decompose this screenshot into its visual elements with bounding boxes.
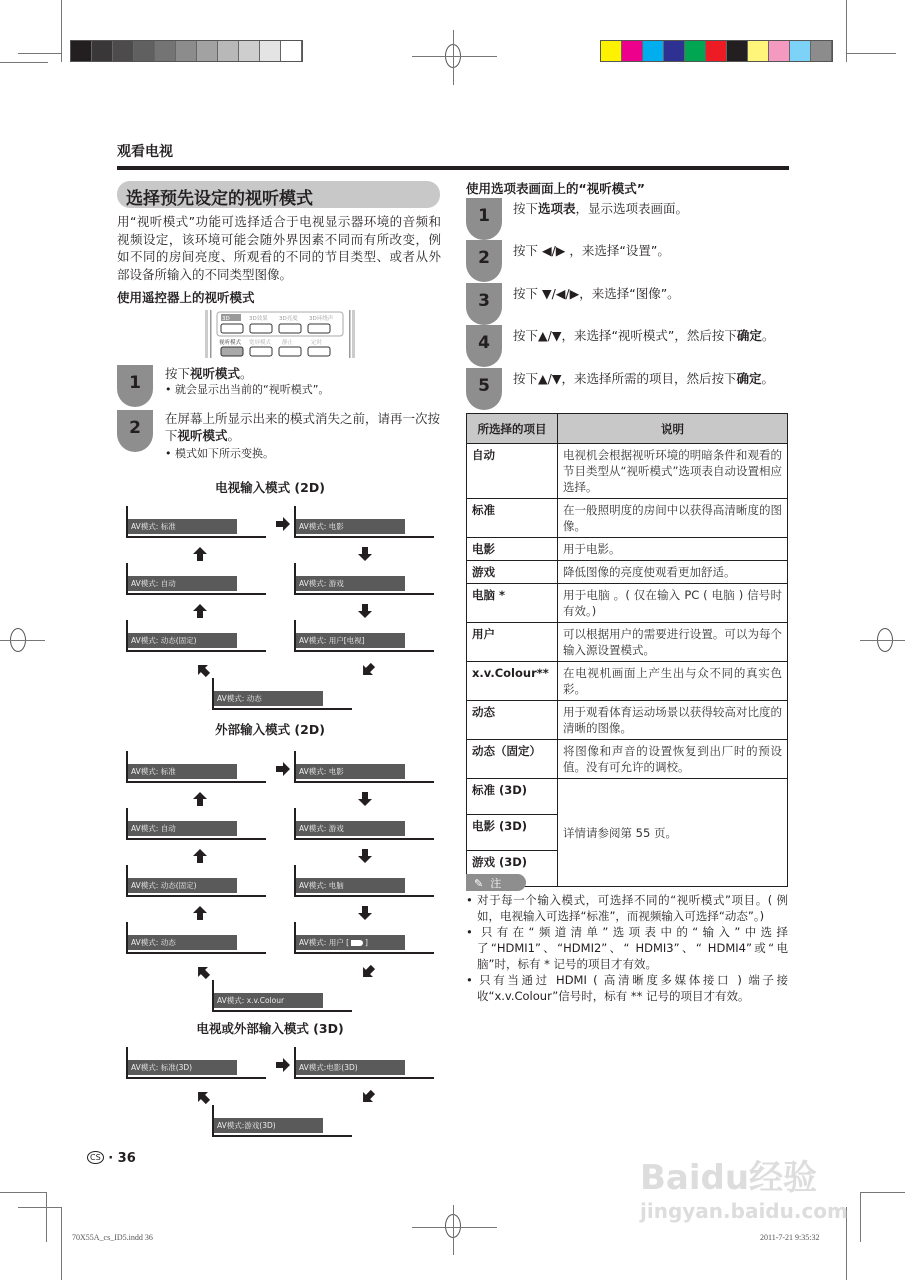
mode-name: 动态: [467, 701, 558, 740]
step-2: [165, 410, 440, 462]
registration-mark: [412, 1227, 497, 1228]
osd-screen: [126, 1047, 266, 1079]
osd-screen: [126, 563, 266, 595]
svg-text:视听模式: 视听模式: [219, 340, 242, 346]
osd-screen: [126, 620, 266, 652]
button-name: 选项表: [538, 201, 576, 216]
mode-description: 可以根据用户的需要进行设置。可以为每个输入源设置模式。: [558, 623, 788, 662]
mode-description: 详情请参阅第 55 页。: [558, 779, 788, 887]
step-badge: 1: [117, 365, 153, 407]
osd-mode-label: AV模式: 用户 [ ]: [296, 935, 405, 950]
osd-screen: [294, 922, 434, 954]
svg-text:静止: 静止: [282, 340, 294, 346]
svg-text:宽屏模式: 宽屏模式: [249, 340, 272, 346]
table-row: [467, 662, 788, 701]
arrow-icon: [360, 662, 376, 678]
arrow-icon: [195, 1089, 211, 1105]
arrow-icon: [192, 791, 208, 807]
button-name: 视听模式: [190, 366, 241, 381]
registration-mark: [0, 640, 45, 641]
step-text: 按下 ▼/◀/▶，来选择“图像”。: [513, 286, 680, 301]
color-swatch: [643, 41, 664, 61]
note-item: • 只有在“频道清单”选项表中的“输入”中选择了“HDMI1”、“HDMI2”、“ HDMI3”、“ HDMI4”或“电脑”时，标有 * 记号的项目才有效。: [466, 925, 788, 971]
osd-screen: [294, 751, 434, 783]
color-swatch: [664, 41, 685, 61]
step-text: 。: [761, 328, 775, 343]
mode-description: 在一般照明度的房间中以获得高清晰度的图像。: [558, 499, 788, 538]
mode-description: 用于观看体育运动场景以获得较高对比度的清晰的图像。: [558, 701, 788, 740]
note-label-text: 注: [490, 877, 502, 890]
osd-mode-label: AV模式:游戏(3D): [214, 1118, 323, 1133]
arrow-icon: [275, 1057, 291, 1073]
color-swatch: [601, 41, 622, 61]
watermark: [640, 1150, 848, 1223]
step-badge: 5: [466, 368, 502, 410]
color-swatch: [239, 41, 260, 61]
mode-name: 游戏 (3D): [467, 851, 558, 887]
osd-screen: [126, 808, 266, 840]
crop-mark: [18, 1207, 62, 1208]
diagram-title: 电视或外部输入模式 (3D): [196, 1021, 344, 1036]
color-swatch: [113, 41, 134, 61]
step-text: 。: [240, 366, 253, 381]
mode-description: 降低图像的亮度使观看更加舒适。: [558, 561, 788, 584]
intro-paragraph: 用“视听模式”功能可选择适合于电视显示器环境的音频和视频设定，该环境可能会随外界因素不同而有所改变，例如不同的房间亮度、所观看的不同的节目类型、或者从外部设备所输入的不同类型图像。: [117, 214, 441, 282]
step-3: [513, 285, 783, 302]
crop-mark: [18, 53, 62, 54]
step-4: [513, 327, 783, 344]
osd-screen: [212, 1105, 352, 1137]
color-bar: [600, 40, 833, 62]
note-label: [466, 874, 526, 891]
note-text: 只有当通过 HDMI ( 高清晰度多媒体接口 ) 端子接收“x.v.Colour”信号时，标有 ** 记号的项目才有效。: [477, 973, 788, 1003]
mode-description: 电视机会根据视听环境的明暗条件和观看的节目类型从“视听模式”选项表自动设置相应选择。: [558, 444, 788, 499]
bullet-text: 模式如下所示变换。: [175, 447, 274, 460]
paperclip-icon: ✎: [474, 877, 484, 890]
osd-mode-label: AV模式: 动态: [214, 691, 323, 706]
button-name: 确定: [736, 371, 762, 386]
step-text: 按下: [513, 201, 539, 216]
crop-mark: [0, 1192, 46, 1193]
color-swatch: [685, 41, 706, 61]
button-name: 确定: [736, 328, 762, 343]
osd-screen: [294, 620, 434, 652]
table-row: [467, 499, 788, 538]
mode-description: 用于电影。: [558, 538, 788, 561]
step-1: [513, 200, 783, 217]
arrow-icon: [357, 791, 373, 807]
column-header: 说明: [558, 414, 788, 444]
osd-screen: [126, 865, 266, 897]
arrow-icon: [357, 848, 373, 864]
user-hand-icon: [351, 940, 363, 946]
note-item: • 只有当通过 HDMI ( 高清晰度多媒体接口 ) 端子接收“x.v.Colour”信号时，标有 ** 记号的项目才有效。: [466, 973, 788, 1003]
osd-screen: [294, 808, 434, 840]
registration-mark: [453, 1205, 454, 1255]
step-text: 按下▲/▼，来选择所需的项目，然后按下: [513, 371, 737, 386]
crop-mark: [46, 1192, 47, 1242]
bullet-text: 就会显示出当前的“视听模式”。: [175, 383, 330, 396]
grayscale-bar: [70, 40, 303, 62]
print-timestamp: 2011-7-21 9:35:32: [760, 1233, 820, 1242]
header-rule: [117, 166, 789, 170]
table-row: [467, 740, 788, 779]
note-text: 只有在“频道清单”选项表中的“输入”中选择了“HDMI1”、“HDMI2”、“ HDMI3”、“ HDMI4”或“电脑”时，标有 * 记号的项目才有效。: [477, 925, 788, 971]
osd-mode-label: AV模式: 动态(固定): [128, 878, 237, 893]
color-swatch: [769, 41, 790, 61]
section-header: 观看电视: [117, 144, 173, 160]
svg-text:定时: 定时: [311, 340, 323, 346]
options-heading: 使用选项表画面上的“视听模式”: [466, 181, 645, 196]
arrow-icon: [195, 964, 211, 980]
osd-mode-label: AV模式: 电影: [296, 519, 405, 534]
osd-mode-label: AV模式: 电脑: [296, 878, 405, 893]
color-swatch: [727, 41, 748, 61]
osd-mode-label: AV模式: 动态(固定): [128, 633, 237, 648]
color-swatch: [197, 41, 218, 61]
remote-illustration: [205, 310, 355, 358]
step-2: [513, 242, 783, 259]
osd-screen: [126, 922, 266, 954]
color-swatch: [748, 41, 769, 61]
crop-mark: [860, 1192, 861, 1242]
page-number-value: 36: [117, 1151, 136, 1166]
registration-mark: [860, 640, 905, 641]
table-row: [467, 584, 788, 623]
arrow-icon: [357, 546, 373, 562]
osd-mode-label: AV模式: 用户[电视]: [296, 633, 405, 648]
mode-name: 电脑 *: [467, 584, 558, 623]
mode-name: x.v.Colour**: [467, 662, 558, 701]
arrow-icon: [192, 848, 208, 864]
color-swatch: [260, 41, 281, 61]
note-text: 对于每一个输入模式，可选择不同的“视听模式”项目。( 例如，电视输入可选择“标准”，而视频输入可选择“动态”。): [477, 893, 788, 923]
osd-screen: [212, 980, 352, 1012]
osd-mode-label: AV模式: 自动: [128, 576, 237, 591]
osd-screen: [212, 678, 352, 710]
osd-mode-label: AV模式: x.v.Colour: [214, 993, 323, 1008]
crop-mark: [846, 53, 896, 54]
svg-text:3D效果: 3D效果: [249, 316, 268, 322]
table-row: [467, 701, 788, 740]
svg-text:3D: 3D: [222, 316, 230, 322]
step-badge: 1: [466, 198, 502, 240]
color-swatch: [706, 41, 727, 61]
step-text: ，显示选项表画面。: [575, 201, 689, 216]
step-text: 按下▲/▼，来选择“视听模式”，然后按下: [513, 328, 737, 343]
notes-list: [466, 892, 788, 1004]
step-5: [513, 370, 783, 387]
diagram-title: 外部输入模式 (2D): [215, 722, 325, 737]
osd-mode-label: AV模式: 动态: [128, 935, 237, 950]
osd-mode-label: AV模式:电影(3D): [296, 1060, 405, 1075]
color-swatch: [176, 41, 197, 61]
osd-mode-label: AV模式: 游戏: [296, 821, 405, 836]
mode-name: 动态（固定）: [467, 740, 558, 779]
diagram-title: 电视输入模式 (2D): [215, 480, 325, 495]
step-text: 按下: [165, 366, 191, 381]
osd-mode-label: AV模式: 标准(3D): [128, 1060, 237, 1075]
color-swatch: [622, 41, 643, 61]
step-badge: 2: [117, 410, 153, 452]
svg-text:3D环绕声: 3D环绕声: [309, 316, 334, 322]
osd-mode-label: AV模式: 标准: [128, 519, 237, 534]
osd-mode-label: AV模式: 游戏: [296, 576, 405, 591]
step-text: 。: [761, 371, 774, 386]
osd-screen: [294, 1047, 434, 1079]
arrow-icon: [192, 603, 208, 619]
step-badge: 3: [466, 283, 502, 325]
crop-mark: [0, 62, 48, 63]
osd-screen: [126, 751, 266, 783]
osd-mode-label: AV模式: 标准: [128, 764, 237, 779]
mode-name: 用户: [467, 623, 558, 662]
note-item: • 对于每一个输入模式，可选择不同的“视听模式”项目。( 例如，电视输入可选择“标准”，而视频输入可选择“动态”。): [466, 893, 788, 923]
table-row: [467, 623, 788, 662]
page-title: 选择预先设定的视听模式: [117, 181, 440, 208]
button-name: 视听模式: [177, 428, 228, 443]
arrow-icon: [195, 662, 211, 678]
osd-screen: [294, 865, 434, 897]
step-bullet: • 模式如下所示变换。: [165, 447, 274, 460]
watermark-brand: Baidu经验: [640, 1158, 818, 1198]
arrow-icon: [275, 516, 291, 532]
mode-name: 标准: [467, 499, 558, 538]
color-swatch: [281, 41, 302, 61]
mode-description: 将图像和声音的设置恢复到出厂时的预设值。没有可允许的调校。: [558, 740, 788, 779]
crop-mark: [860, 1192, 905, 1193]
column-header: 所选择的项目: [467, 414, 558, 444]
step-bullet: • 就会显示出当前的“视听模式”。: [165, 383, 330, 396]
arrow-icon: [192, 546, 208, 562]
crop-mark: [61, 1207, 62, 1280]
color-swatch: [811, 41, 832, 61]
language-badge: CS: [87, 1151, 104, 1164]
mode-description: 用于电脑 。( 仅在输入 PC ( 电脑 ) 信号时有效。): [558, 584, 788, 623]
table-header: [467, 414, 788, 444]
step-badge: 2: [466, 240, 502, 282]
step-text: 按下 ◀/▶ ，来选择“设置”。: [513, 243, 670, 258]
color-swatch: [155, 41, 176, 61]
table-row: [467, 561, 788, 584]
mode-name: 标准 (3D): [467, 779, 558, 815]
color-swatch: [71, 41, 92, 61]
file-name: 70X55A_cs_ID5.indd 36: [72, 1233, 153, 1242]
step-text: 在屏幕上所显示出来的模式消失之前，请再一次按下: [165, 411, 441, 443]
mode-table: [466, 413, 788, 887]
registration-mark: [453, 30, 454, 85]
step-badge: 4: [466, 325, 502, 367]
remote-heading: 使用遥控器上的视听模式: [117, 290, 255, 305]
color-swatch: [92, 41, 113, 61]
table-row: [467, 779, 788, 815]
arrow-icon: [357, 905, 373, 921]
page-number: CS · 36: [87, 1151, 136, 1166]
osd-mode-label: AV模式: 自动: [128, 821, 237, 836]
osd-screen: [126, 506, 266, 538]
arrow-icon: [360, 1089, 376, 1105]
mode-description: 在电视机画面上产生出与众不同的真实色彩。: [558, 662, 788, 701]
arrow-icon: [357, 603, 373, 619]
osd-screen: [294, 506, 434, 538]
arrow-icon: [275, 761, 291, 777]
step-1: [165, 365, 440, 398]
svg-text:3D亮度: 3D亮度: [279, 316, 298, 322]
step-text: 。: [227, 428, 241, 443]
color-swatch: [790, 41, 811, 61]
arrow-icon: [360, 964, 376, 980]
table-row: [467, 444, 788, 499]
mode-name: 自动: [467, 444, 558, 499]
osd-screen: [294, 563, 434, 595]
mode-name: 电影 (3D): [467, 815, 558, 851]
registration-mark: [412, 56, 497, 57]
osd-mode-label: AV模式: 电影: [296, 764, 405, 779]
arrow-icon: [192, 905, 208, 921]
watermark-url: jingyan.baidu.com: [640, 1199, 848, 1223]
mode-name: 游戏: [467, 561, 558, 584]
color-swatch: [218, 41, 239, 61]
mode-name: 电影: [467, 538, 558, 561]
table-row: [467, 538, 788, 561]
color-swatch: [134, 41, 155, 61]
